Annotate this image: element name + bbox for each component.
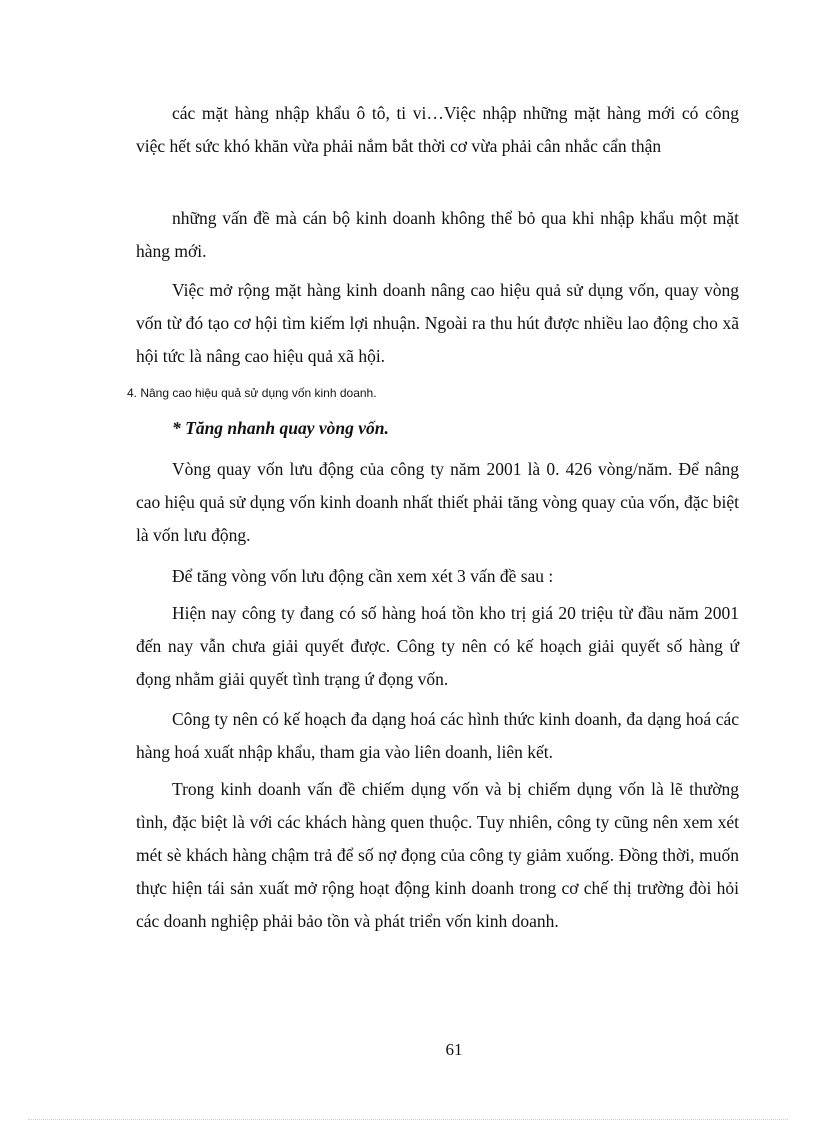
- paragraph-issues: những vấn đề mà cán bộ kinh doanh không thể bỏ qua khi nhập khẩu một mặt hàng mới.: [136, 208, 739, 261]
- paragraph-imports: các mặt hàng nhập khẩu ô tô, ti vi…Việc nhập những mặt hàng mới có công việc hết sức khó khăn vừa phải nắm bắt thời cơ vừa phải cân nhắc cẩn thận: [136, 103, 739, 156]
- page-number: 61: [445, 1040, 463, 1059]
- paragraph-three-issues: Để tăng vòng vốn lưu động cần xem xét 3 vấn đề sau :: [172, 566, 554, 586]
- paragraph-expansion: Việc mở rộng mặt hàng kinh doanh nâng cao hiệu quả sử dụng vốn, quay vòng vốn từ đó tạo cơ hội tìm kiếm lợi nhuận. Ngoài ra thu hút được nhiều lao động cho xã hội tức là nâng cao hiệu quả xã hội.: [136, 280, 739, 366]
- paragraph-diversify: Công ty nên có kế hoạch đa dạng hoá các hình thức kinh doanh, đa dạng hoá các hàng hoá xuất nhập khẩu, tham gia vào liên doanh, liên kết.: [136, 709, 739, 762]
- paragraph-inventory: Hiện nay công ty đang có số hàng hoá tồn kho trị giá 20 triệu từ đầu năm 2001 đến nay vẫn chưa giải quyết được. Công ty nên có kế hoạch giải quyết số hàng ứ đọng nhằm giải quyết tình trạng ứ đọng vốn.: [136, 603, 739, 689]
- paragraph-receivables: Trong kinh doanh vấn đề chiếm dụng vốn và bị chiếm dụng vốn là lẽ thường tình, đặc biệt là với các khách hàng quen thuộc. Tuy nhiên, công ty cũng nên xem xét mét sè khách hàng chậm trả để số nợ đọng của công ty giảm xuống. Đồng thời, muốn thực hiện tái sản xuất mở rộng hoạt động kinh doanh trong cơ chế thị trường đòi hỏi các doanh nghiệp phải bảo tồn và phát triển vốn kinh doanh.: [136, 779, 739, 931]
- section-heading: 4. Nâng cao hiệu quả sử dụng vốn kinh doanh.: [127, 386, 377, 400]
- paragraph-turnover-rate: Vòng quay vốn lưu động của công ty năm 2001 là 0. 426 vòng/năm. Để nâng cao hiệu quả sử dụng vốn kinh doanh nhất thiết phải tăng vòng quay của vốn, đặc biệt là vốn lưu động.: [136, 459, 739, 545]
- footer-divider: [28, 1119, 788, 1120]
- subheading-capital-turnover: * Tăng nhanh quay vòng vốn.: [172, 418, 389, 438]
